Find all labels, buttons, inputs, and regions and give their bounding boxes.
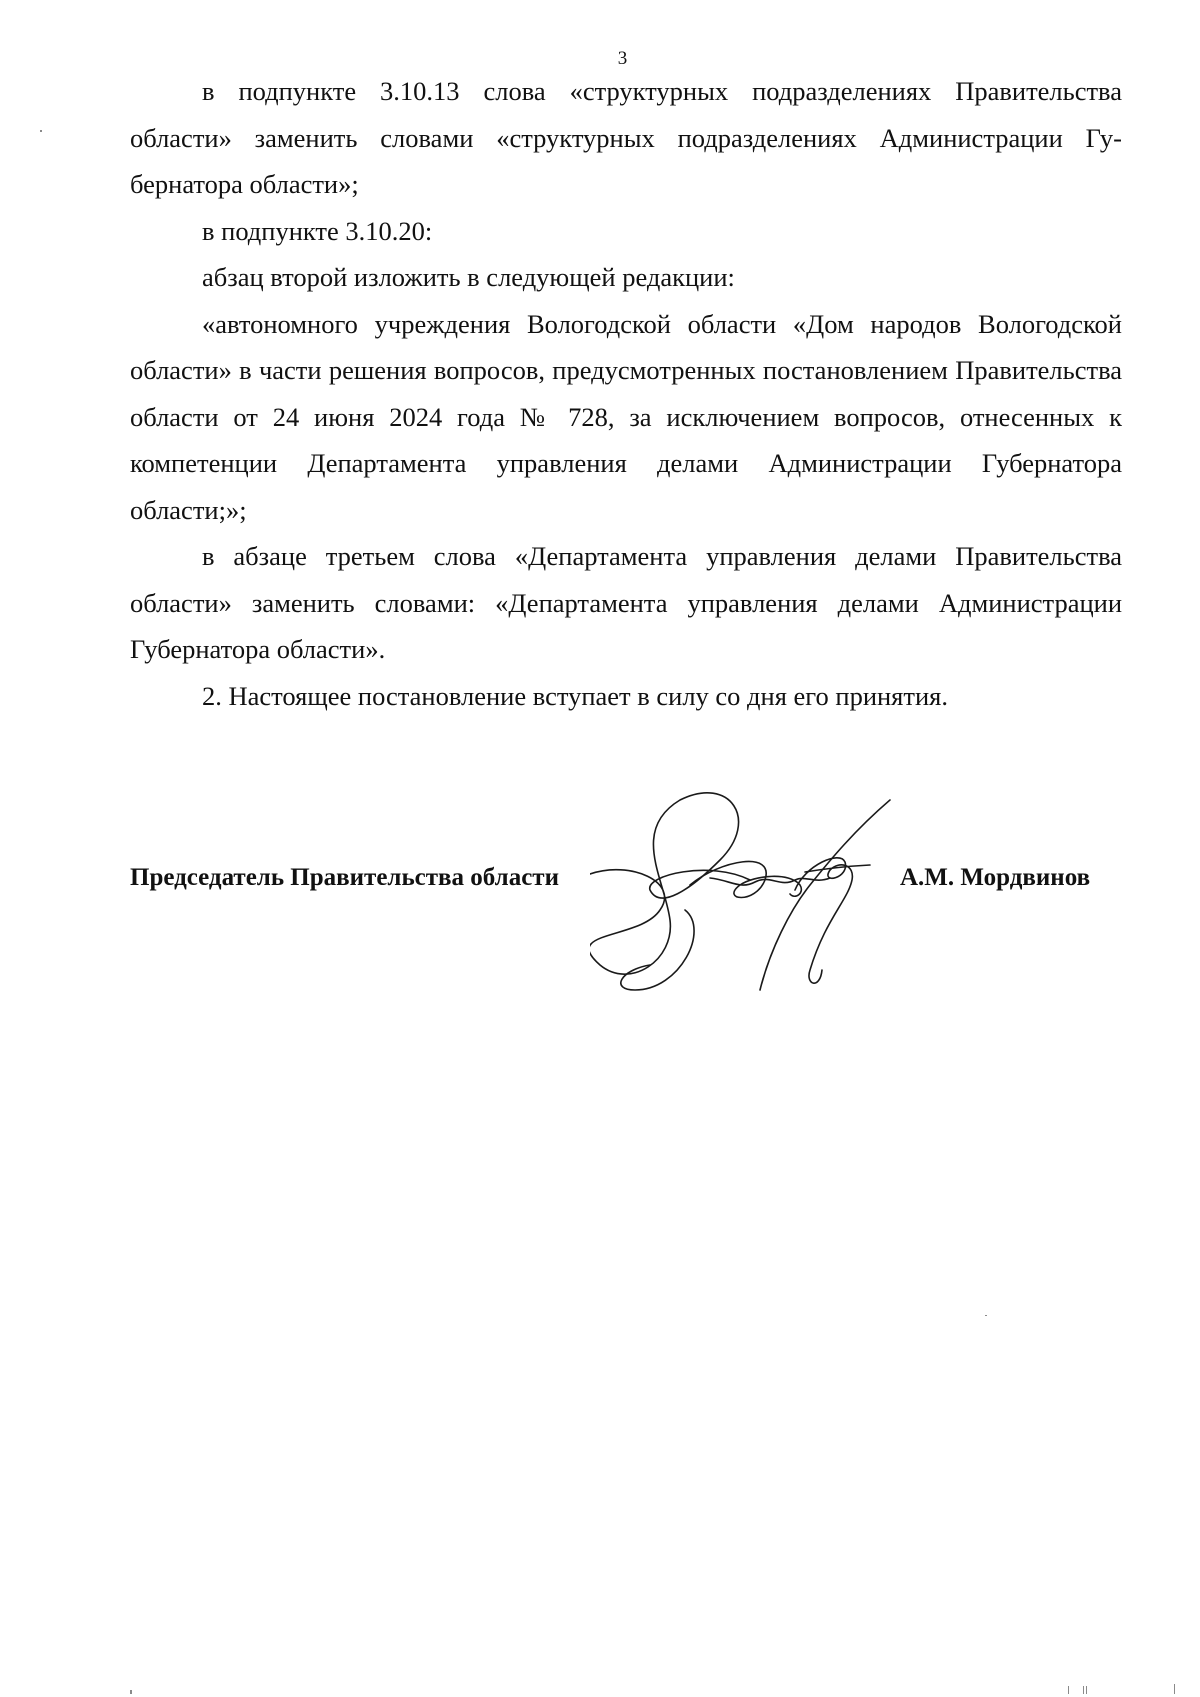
scan-mark-bottom-right-2 xyxy=(1083,1686,1084,1694)
scan-mark-right xyxy=(985,1315,987,1316)
scan-mark-bottom-right-1 xyxy=(1068,1686,1069,1694)
paragraph-third-clause: в абзаце третьем слова «Департамента управления делами Правительства области» заменить словами: «Департамента управления делами Администрации Губернатора области». xyxy=(130,541,1122,664)
paragraph-second-clause-heading: абзац второй изложить в следующей редакции: xyxy=(202,262,735,292)
signature-stroke-lower-loop xyxy=(621,910,694,990)
scan-mark-bottom-left xyxy=(130,1690,132,1694)
paragraph-new-wording: «автономного учреждения Вологодской области «Дом народов Вологодской области» в части решения вопросов, предусмотренных постановлением Правительства области от 24 июня 2024 года № 728, за исключением вопросов, отнесенных к компетенции Департамента управления делами Администрации Губернатора области;»; xyxy=(130,308,1122,525)
document-body xyxy=(130,68,1122,719)
scan-mark-bottom-right-4 xyxy=(1174,1684,1175,1694)
paragraph-subclause-3-10-20: в подпункте 3.10.20: xyxy=(202,215,433,246)
signature-stroke-long-rise xyxy=(760,800,890,990)
handwritten-signature xyxy=(590,790,950,1020)
scan-mark-left xyxy=(40,130,42,132)
paragraph-effective-date: 2. Настоящее постановление вступает в силу со дня его принятия. xyxy=(202,680,948,711)
page-number: 3 xyxy=(617,48,628,69)
signature-stroke-middle-loops xyxy=(690,861,801,897)
signature-stroke-hook xyxy=(795,858,852,983)
paragraph-subclause-3-10-13: в подпункте 3.10.13 слова «структурных подразделениях Правительства области» заменить словами «структурных подразделениях Администрации Губернатора области»; xyxy=(130,76,1122,199)
signatory-name: А.М. Мордвинов xyxy=(900,864,1091,891)
scan-mark-bottom-right-3 xyxy=(1086,1686,1087,1694)
signature-stroke-main-loop xyxy=(590,793,750,974)
signatory-title: Председатель Правительства области xyxy=(130,864,559,891)
